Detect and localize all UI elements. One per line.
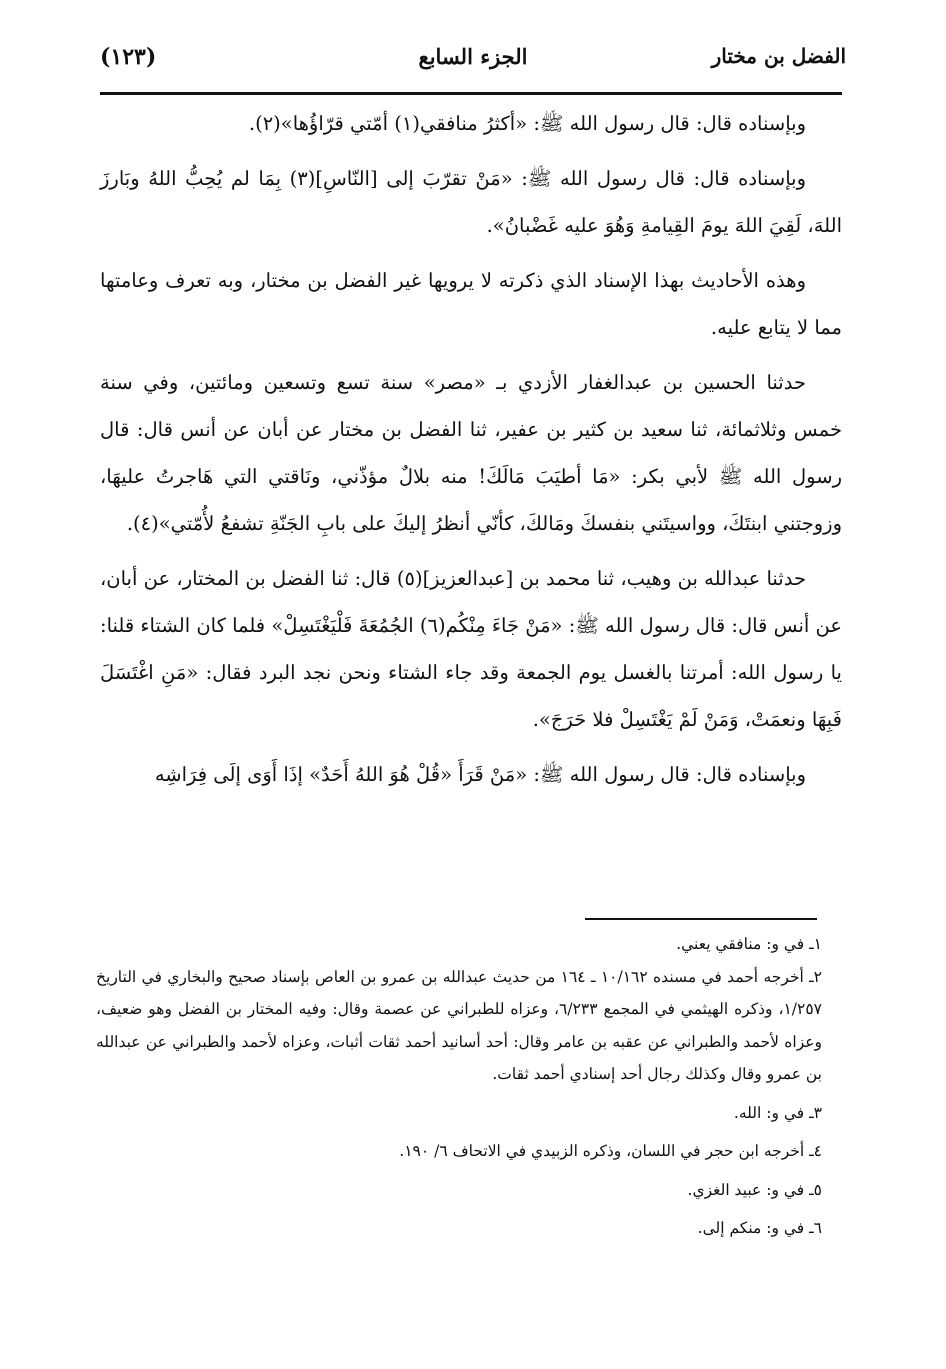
footnote-rule <box>585 918 817 920</box>
paragraph-hadith-1: وبإسناده قال: قال رسول الله ﷺ: «أكثرُ منافقي(١) أمّتي قرّاؤُها»(٢). <box>248 112 806 135</box>
paragraph-hadith-3: حدثنا الحسين بن عبدالغفار الأزدي بـ «مصر» سنة تسع وتسعين ومائتين، وفي سنة خمس وثلاثمائة، ثنا سعيد بن كثير بن عفير، ثنا الفضل بن مختار عن أبان عن أنس قال: قال رسول الله ﷺ لأبي بكر: «مَا أطيَبَ مَالَكَ! منه بلالٌ مؤذّني، ونَاقتي التي هَاجرتُ عليهَا، وزوجتني ابنتَكَ، وواسيتَني بنفسكَ ومَالكَ، كأنّي أنظرُ إليكَ على بابِ الجَنّةِ تشفعُ لأُمّتي»(٤). <box>100 371 842 535</box>
running-head-author: الفضل بن مختار <box>711 44 846 68</box>
paragraph-hadith-2: وبإسناده قال: قال رسول الله ﷺ: «مَنْ تقرّبَ إلى [النّاسِ](٣) بِمَا لم يُحِبُّ اللهُ وبَارزَ اللهَ، لَقِيَ اللهَ يومَ القِيامةِ وَهُوَ عليه غَضْبانُ». <box>100 167 842 237</box>
page-header <box>100 38 846 88</box>
header-rule <box>100 92 842 95</box>
footnote-3: ٣ـ في و: الله. <box>733 1103 822 1122</box>
paragraph-commentary: وهذه الأحاديث بهذا الإسناد الذي ذكرته لا يرويها غير الفضل بن مختار، وبه تعرف وعامتها مما لا يتابع عليه. <box>100 269 842 339</box>
paragraph-hadith-5: وبإسناده قال: قال رسول الله ﷺ: «مَنْ قَرَأَ «قُلْ هُوَ اللهُ أَحَدٌ» إذَا أَوَى إلَى فِرَاشِه <box>154 763 806 786</box>
footnotes <box>96 928 822 1245</box>
running-head-volume: الجزء السابع <box>418 44 528 69</box>
footnote-6: ٦ـ في و: منكم إلى. <box>697 1219 822 1237</box>
page-number: (١٢٣) <box>100 44 157 70</box>
footnote-2: ٢ـ أخرجه أحمد في مسنده ١٠/١٦٢ ـ ١٦٤ من حديث عبدالله بن عمرو بن العاص بإسناد صحيح والبخاري في التاريخ ١/٢٥٧، وذكره الهيثمي في المجمع ٦/٢٣٣، وعزاه للطبراني عن عصمة وقال: وفيه المختار بن الفضل وهو ضعيف، وعزاه لأحمد والطبراني عن عقبه بن عامر وقال: أحد أسانيد أحمد ثقات أثبات، وعزاه لأحمد والطبراني عن عبدالله بن عمرو وقال وكذلك رجال أحد إسنادي أحمد ثقات. <box>96 967 822 1083</box>
footnote-5: ٥ـ في و: عبيد الغزي. <box>687 1180 822 1199</box>
footnote-4: ٤ـ أخرجه ابن حجر في اللسان، وذكره الزبيدي في الاتحاف ٦/ ١٩٠. <box>399 1142 822 1160</box>
paragraph-hadith-4: حدثنا عبدالله بن وهيب، ثنا محمد بن [عبدالعزيز](٥) قال: ثنا الفضل بن المختار، عن أبان، عن أنس قال: قال رسول الله ﷺ: «مَنْ جَاءَ مِنْكُم(٦) الجُمُعَةَ فَلْيَغْتَسِلْ» فلما كان الشتاء قلنا: يا رسول الله: أمرتنا بالغسل يوم الجمعة وقد جاء الشتاء ونحن نجد البرد فقال: «مَنِ اغْتَسَلَ فَبِهَا ونعمَتْ، وَمَنْ لَمْ يَغْتَسِلْ فلا حَرَجَ». <box>100 567 842 731</box>
main-text <box>100 100 842 798</box>
footnote-1: ١ـ في و: منافقي يعني. <box>676 935 822 953</box>
